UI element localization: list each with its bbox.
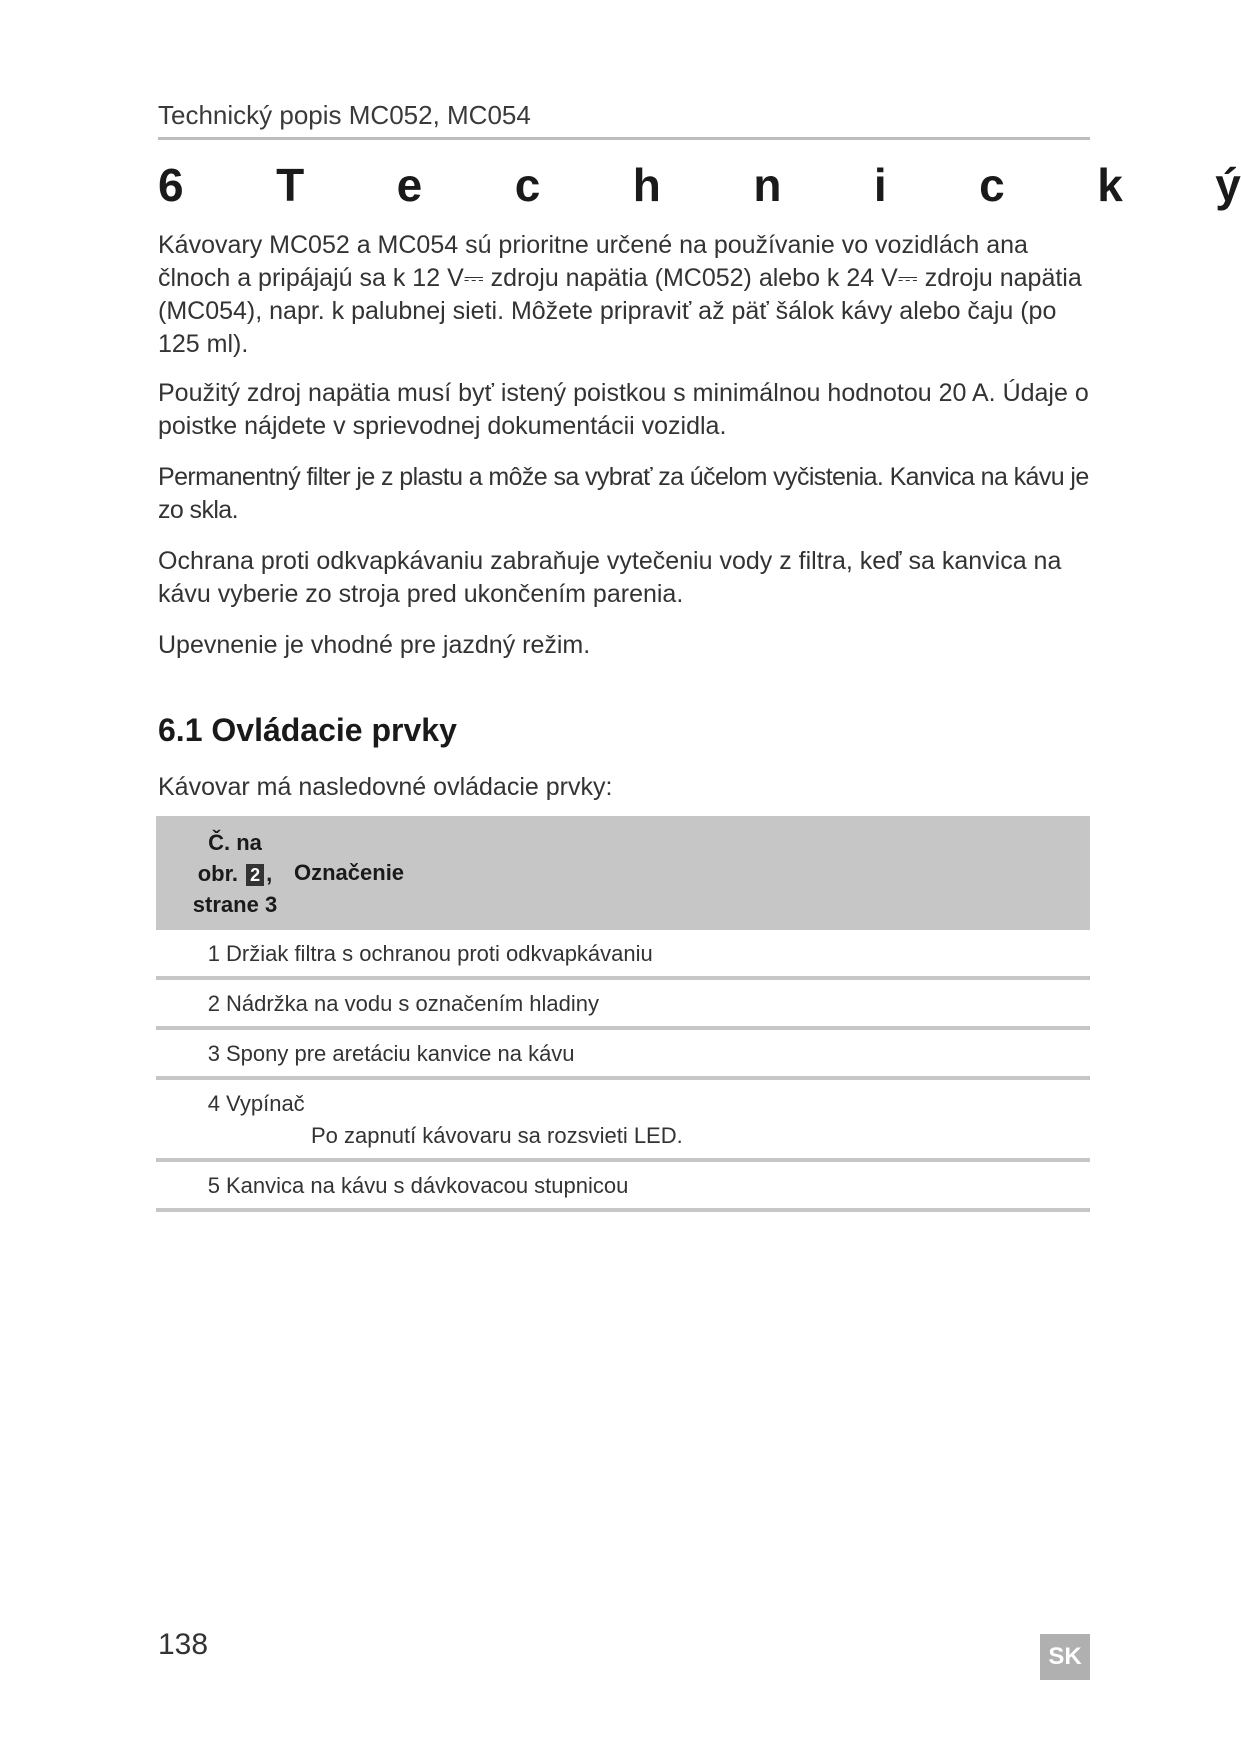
row-label: Kanvica na kávu s dávkovacou stupnicou [226,1173,629,1198]
running-header: Technický popis MC052, MC054 [158,100,1090,140]
section-title: 6.1 Ovládacie prvky [158,712,457,748]
paragraph-purpose: Kávovary MC052 a MC054 sú prioritne určené na používanie vo vozidlách ana člnoch a pripájajú sa k 12 V⎓ zdroju napätia (MC052) alebo k 24 V⎓ zdroju napätia (MC054), napr. k palubnej sieti. Môžete pripraviť až päť šálok kávy alebo čaju (po 125 ml). [158,231,1082,358]
chapter-title-letter: c [979,159,1005,211]
column-header-number-text: , [266,860,273,886]
chapter-title-letter: c [514,159,541,211]
column-header-number-line: strane 3 [192,891,278,917]
table-row [156,1080,1090,1162]
chapter-title-letter: 6 [158,159,184,211]
controls-table [156,816,1090,1212]
table-row [156,1162,1090,1212]
row-label: Držiak filtra s ochranou proti odkvapkávaniu [226,941,653,966]
row-number: 5 [207,1173,220,1198]
chapter-title-letter: ý [1215,159,1241,211]
row-number: 1 [207,941,220,966]
column-header-label: Označenie [294,860,405,885]
chapter-title-letter: h [632,159,661,211]
paragraph-mounting: Upevnenie je vhodné pre jazdný režim. [158,631,591,659]
page-number: 138 [158,1628,209,1661]
table-row [156,930,1090,980]
figure-reference-badge: 2 [246,864,264,886]
paragraph-drip-protection: Ochrana proti odkvapkávaniu zabraňuje vytečeniu vody z filtra, keď sa kanvica na kávu vyberie zo stroja pred ukončením parenia. [158,547,1062,608]
paragraph-filter: Permanentný filter je z plastu a môže sa vybrať za účelom vyčistenia. Kanvica na kávu je zo skla. [158,463,1089,524]
column-header-number-line: Č. na [208,829,262,855]
row-note: Po zapnutí kávovaru sa rozsvieti LED. [311,1123,683,1148]
chapter-title-letter: e [396,159,423,211]
section-intro: Kávovar má nasledovné ovládacie prvky: [158,773,613,801]
row-label: Spony pre aretáciu kanvice na kávu [226,1041,575,1066]
column-header-number-line [186,858,284,889]
chapter-title-letter: n [753,159,782,211]
chapter-title-letter: i [873,159,887,211]
column-header-number-text: obr. [197,860,239,886]
row-number: 4 [207,1091,220,1116]
paragraph-fuse: Použitý zdroj napätia musí byť istený poistkou s minimálnou hodnotou 20 A. Údaje o poistke nájdete v sprievodnej dokumentácii vozidla. [158,379,1089,440]
language-badge: SK [1040,1634,1090,1680]
row-number: 2 [207,991,220,1016]
column-header-number [156,827,284,920]
chapter-title [158,158,1241,212]
row-label: Nádržka na vodu s označením hladiny [226,991,599,1016]
row-label: Vypínač [226,1091,305,1116]
table-row [156,1030,1090,1080]
chapter-title-letter: T [276,159,305,211]
table-row [156,980,1090,1030]
chapter-title-letter: k [1097,159,1123,211]
table-header [156,816,1090,930]
row-number: 3 [207,1041,220,1066]
